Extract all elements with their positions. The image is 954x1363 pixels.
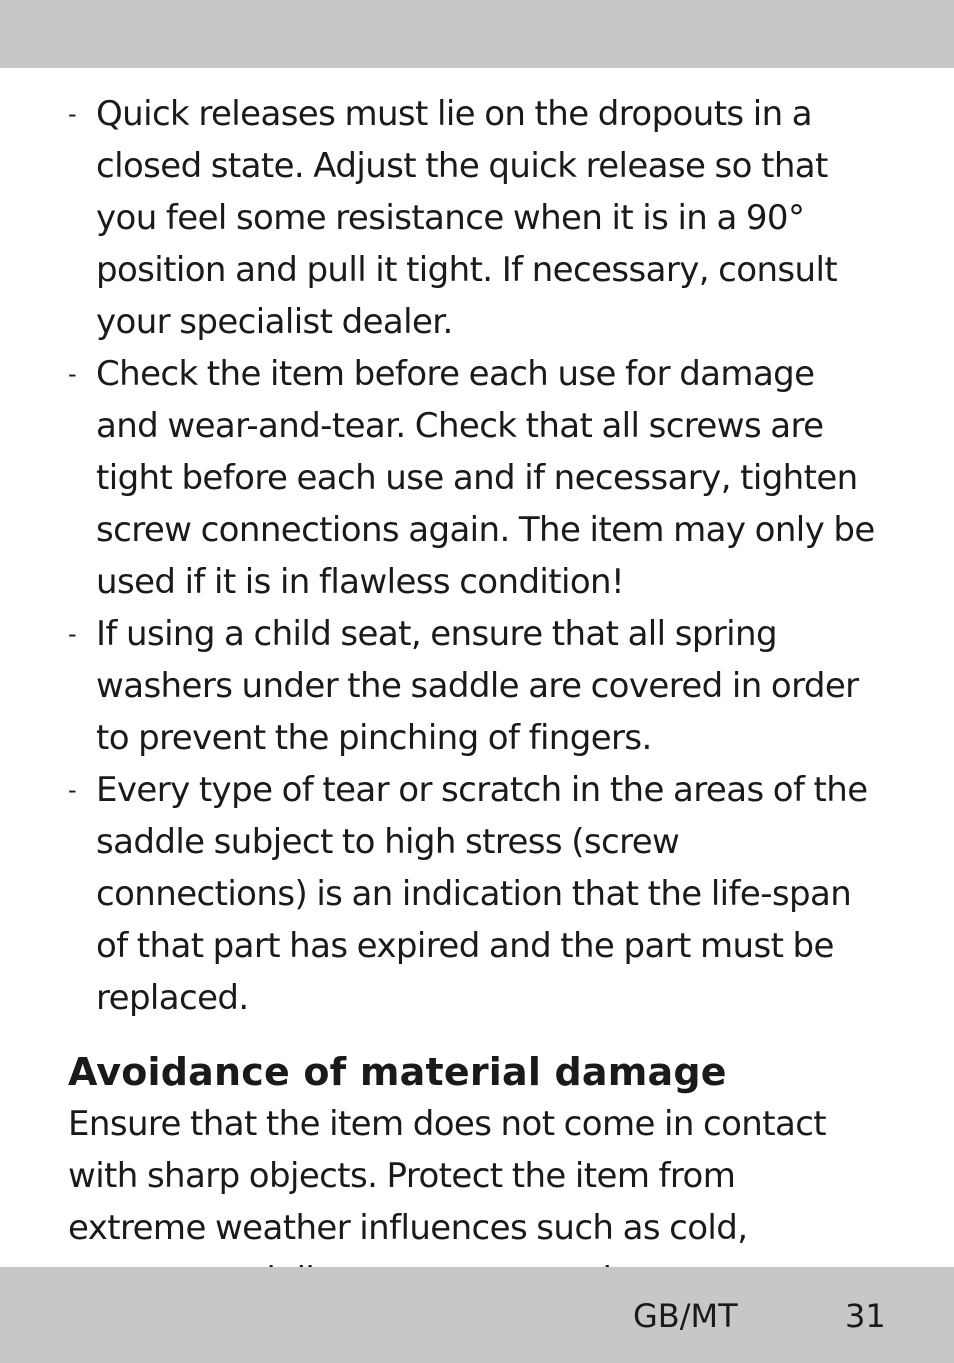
bullet-dash: - (68, 100, 77, 128)
bullet-dash: - (68, 620, 77, 648)
page-content (68, 88, 880, 1306)
footer-language-code: GB/MT (633, 1297, 738, 1335)
safety-bullet-list (68, 88, 880, 1024)
bullet-text: Quick releases must lie on the dropouts in a closed state. Adjust the quick release so that you feel some resistance when it is in a 90° position and pull it tight. If necessary, consult your specialist dealer. (96, 94, 838, 342)
page-number: 31 (845, 1297, 886, 1335)
bullet-text: Every type of tear or scratch in the areas of the saddle subject to high stress (screw connections) is an indication that the life-span of that part has expired and the part must be replaced. (96, 770, 868, 1018)
footer-band (0, 1267, 954, 1363)
bullet-item (68, 348, 880, 608)
bullet-item (68, 608, 880, 764)
bullet-dash: - (68, 360, 77, 388)
bullet-text: Check the item before each use for damage and wear-and-tear. Check that all screws are tight before each use and if necessary, tighten screw connections again. The item may only be used if it is in flawless condition! (96, 354, 875, 602)
section-heading: Avoidance of material damage (68, 1050, 727, 1094)
header-band (0, 0, 954, 68)
bullet-item (68, 764, 880, 1024)
bullet-item (68, 88, 880, 348)
bullet-text: If using a child seat, ensure that all spring washers under the saddle are covered in order to prevent the pinching of fingers. (96, 614, 859, 758)
bullet-dash: - (68, 776, 77, 804)
section-body: Ensure that the item does not come in contact with sharp objects. Protect the item from extreme weather influences such as cold, (68, 1104, 827, 1248)
